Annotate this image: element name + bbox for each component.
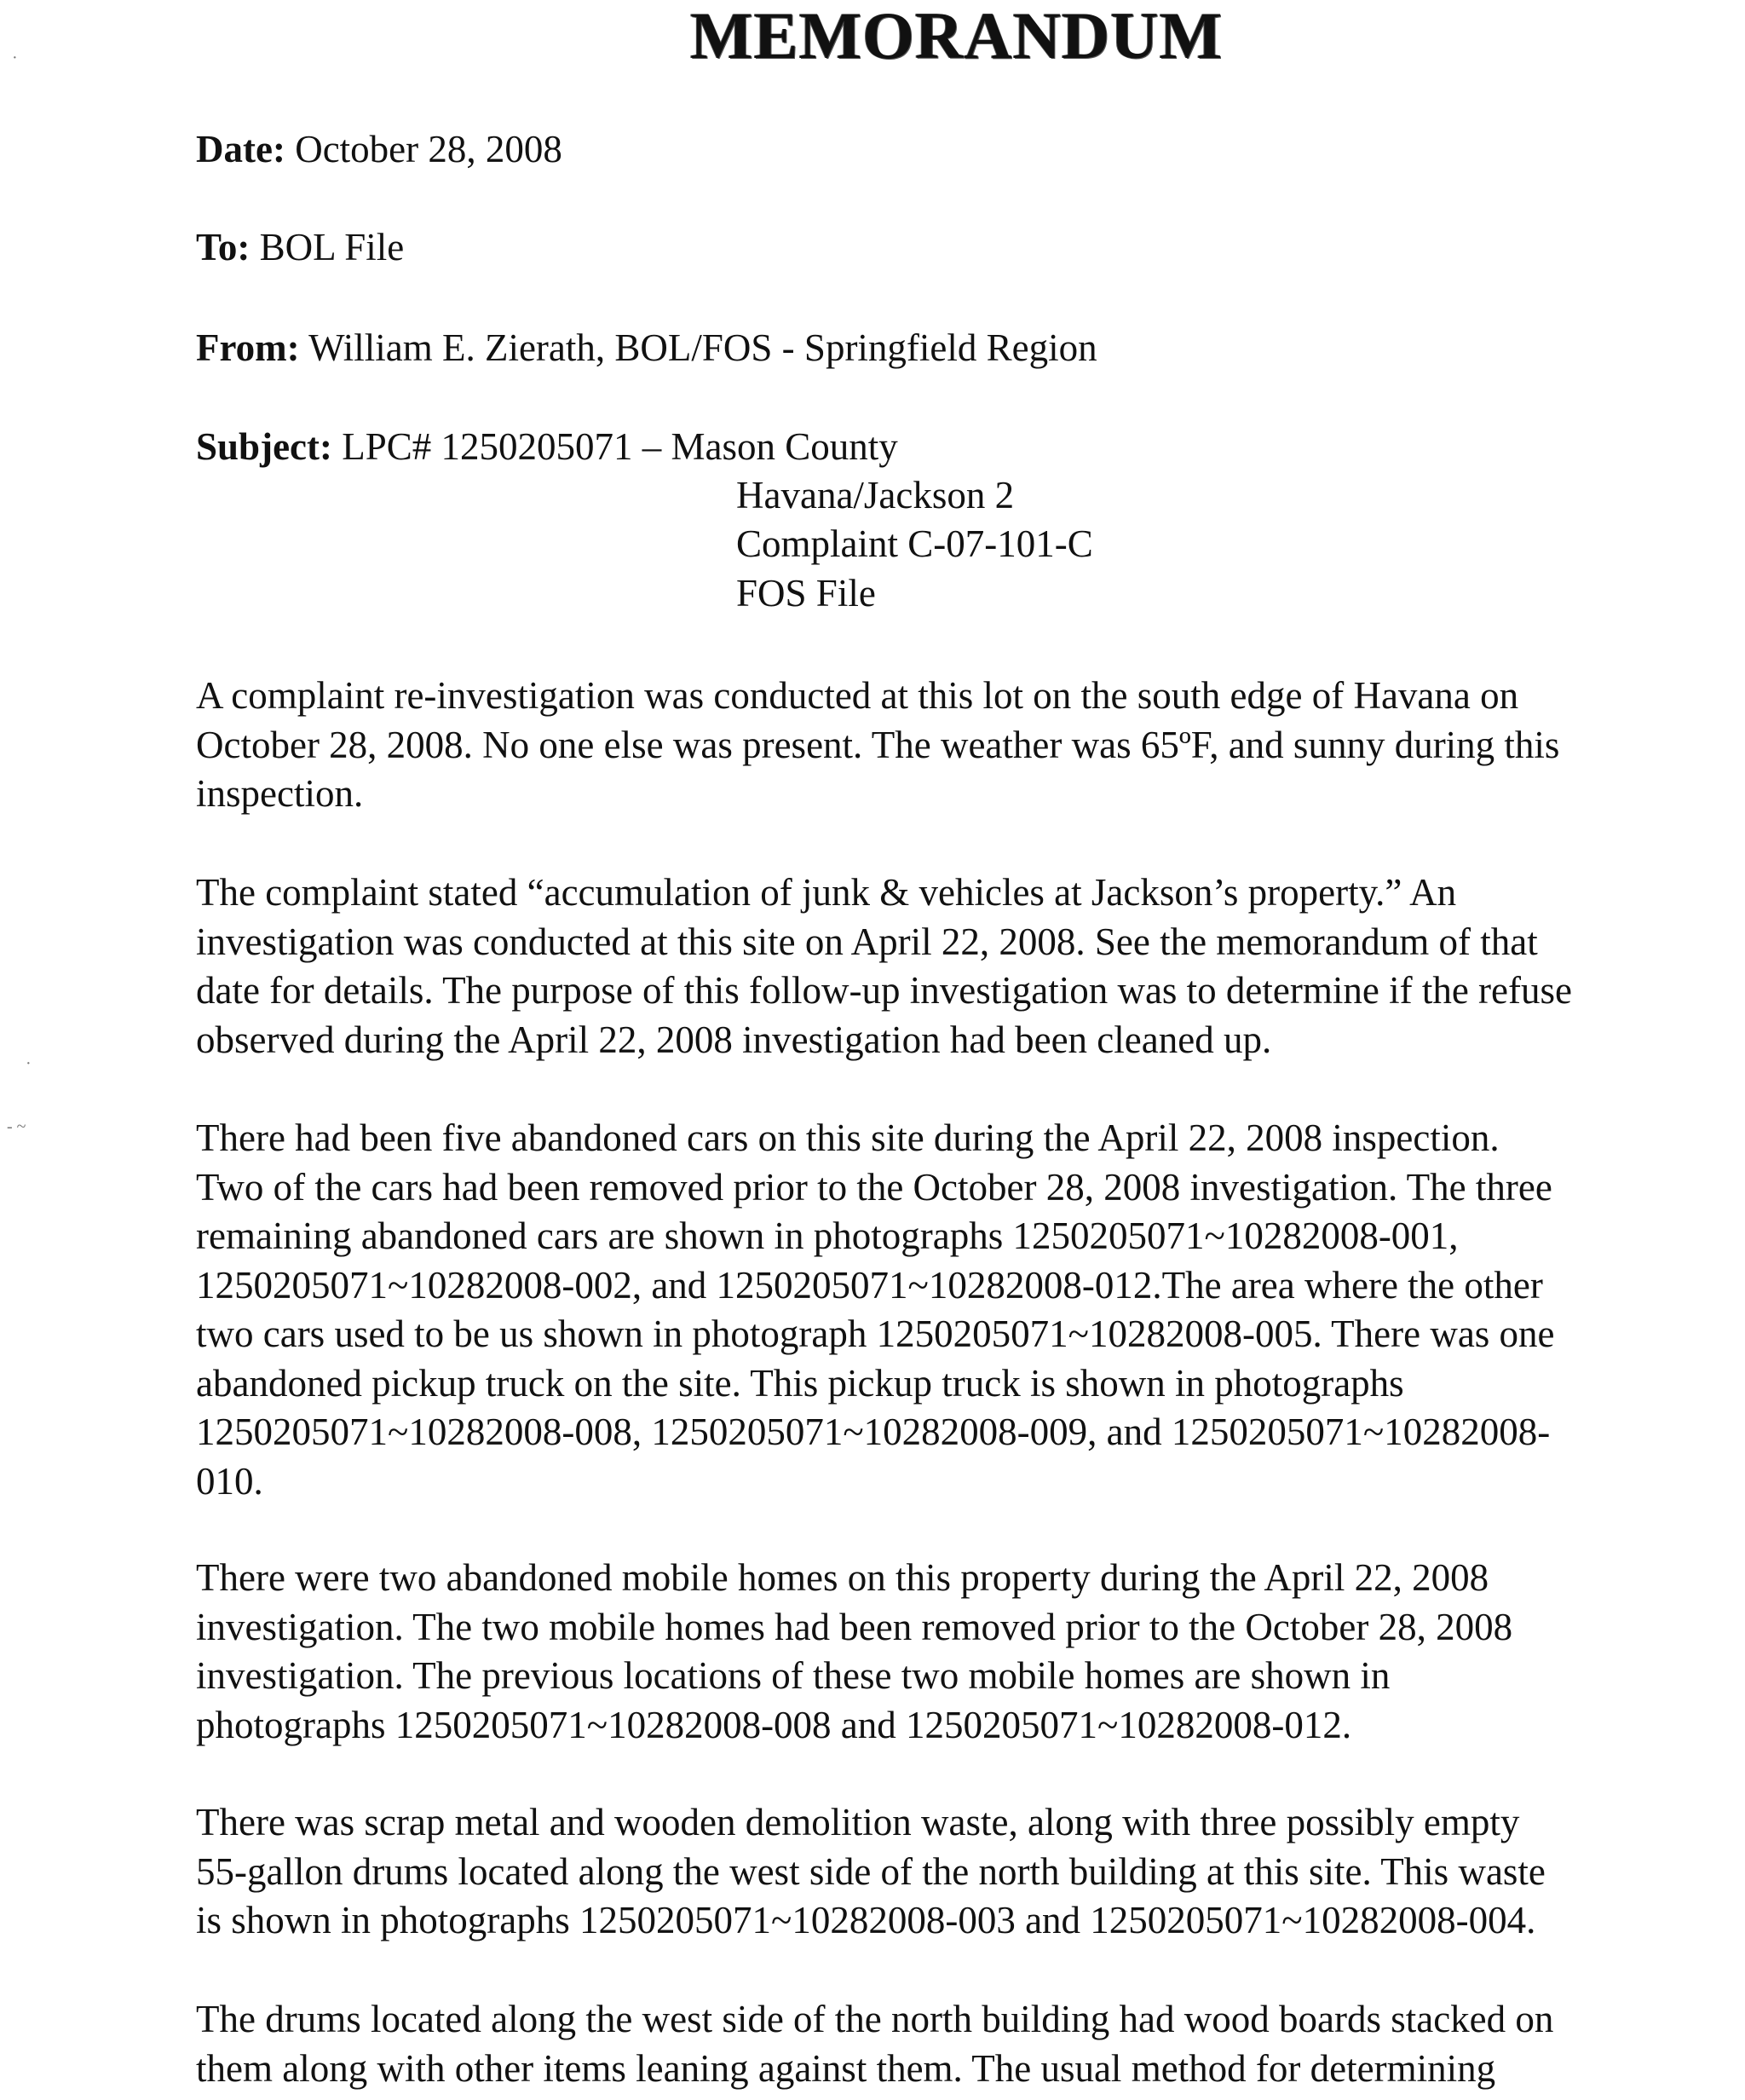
paragraph-line: observed during the April 22, 2008 investigation had been cleaned up. (196, 1018, 1272, 1061)
paragraph-line: inspection. (196, 772, 364, 815)
scan-speck: · (26, 1054, 32, 1073)
date-value: October 28, 2008 (295, 128, 562, 170)
memo-title: MEMORANDUM (690, 0, 1224, 72)
paragraph-line: The drums located along the west side of the north building had wood boards stacked on (196, 1998, 1554, 2040)
paragraph-line: 1250205071~10282008-002, and 1250205071~10282008-012.The area where the other (196, 1263, 1543, 1307)
paragraph-line: date for details. The purpose of this follow-up investigation was to determine if the refuse (196, 969, 1572, 1012)
scan-speck: · (12, 49, 18, 67)
paragraph-cars (196, 1114, 1738, 1506)
paragraph-line: them along with other items leaning against them. The usual method for determining (196, 2046, 1496, 2090)
subject-line (196, 423, 898, 470)
paragraph-scrap-metal (196, 1798, 1738, 1946)
paragraph-line: photographs 1250205071~10282008-008 and 1250205071~10282008-012. (196, 1703, 1352, 1746)
date-line (196, 125, 562, 173)
paragraph-line: A complaint re-investigation was conducted at this lot on the south edge of Havana on (196, 674, 1519, 717)
paragraph-line: 55-gallon drums located along the west side of the north building at this site. This waste (196, 1849, 1546, 1893)
paragraph-line: investigation. The previous locations of these two mobile homes are shown in (196, 1654, 1391, 1697)
subject-detail-1: Havana/Jackson 2 (736, 474, 1015, 516)
from-value: William E. Zierath, BOL/FOS - Springfield Region (308, 326, 1097, 369)
paragraph-line: There was scrap metal and wooden demolition waste, along with three possibly empty (196, 1801, 1520, 1843)
paragraph-line: remaining abandoned cars are shown in photographs 1250205071~10282008-001, (196, 1214, 1459, 1257)
paragraph-line: is shown in photographs 1250205071~10282008-003 and 1250205071~10282008-004. (196, 1899, 1536, 1941)
paragraph-line: 010. (196, 1459, 263, 1503)
scan-speck: - ~ (7, 1117, 26, 1136)
paragraph-mobile-homes (196, 1554, 1738, 1750)
subject-detail-2: Complaint C-07-101-C (736, 522, 1093, 565)
paragraph-line: 1250205071~10282008-008, 1250205071~10282008-009, and 1250205071~10282008- (196, 1411, 1551, 1453)
paragraph-line: investigation was conducted at this site on April 22, 2008. See the memorandum of that (196, 920, 1538, 963)
paragraph-line: October 28, 2008. No one else was present. The weather was 65ºF, and sunny during this (196, 723, 1560, 766)
to-line (196, 223, 404, 271)
from-label: From: (196, 326, 300, 369)
paragraph-complaint (196, 868, 1738, 1064)
paragraph-line: abandoned pickup truck on the site. This pickup truck is shown in photographs (196, 1361, 1404, 1405)
date-label: Date: (196, 128, 285, 170)
paragraph-line: The complaint stated “accumulation of junk & vehicles at Jackson’s property.” An (196, 871, 1457, 914)
paragraph-line: investigation. The two mobile homes had been removed prior to the October 28, 2008 (196, 1605, 1513, 1648)
subject-value: LPC# 1250205071 – Mason County (342, 425, 898, 468)
paragraph-line: Two of the cars had been removed prior to the October 28, 2008 investigation. The three (196, 1165, 1552, 1209)
paragraph-weather (196, 672, 1738, 819)
from-line (196, 324, 1097, 372)
paragraph-drums (196, 1995, 1738, 2093)
to-value: BOL File (259, 226, 405, 268)
paragraph-line: two cars used to be us shown in photograph 1250205071~10282008-005. There was one (196, 1312, 1555, 1355)
to-label: To: (196, 226, 251, 268)
paragraph-line: There were two abandoned mobile homes on this property during the April 22, 2008 (196, 1556, 1489, 1599)
subject-detail-3: FOS File (736, 572, 876, 614)
subject-label: Subject: (196, 425, 332, 468)
paragraph-line: There had been five abandoned cars on this site during the April 22, 2008 inspection. (196, 1116, 1500, 1159)
